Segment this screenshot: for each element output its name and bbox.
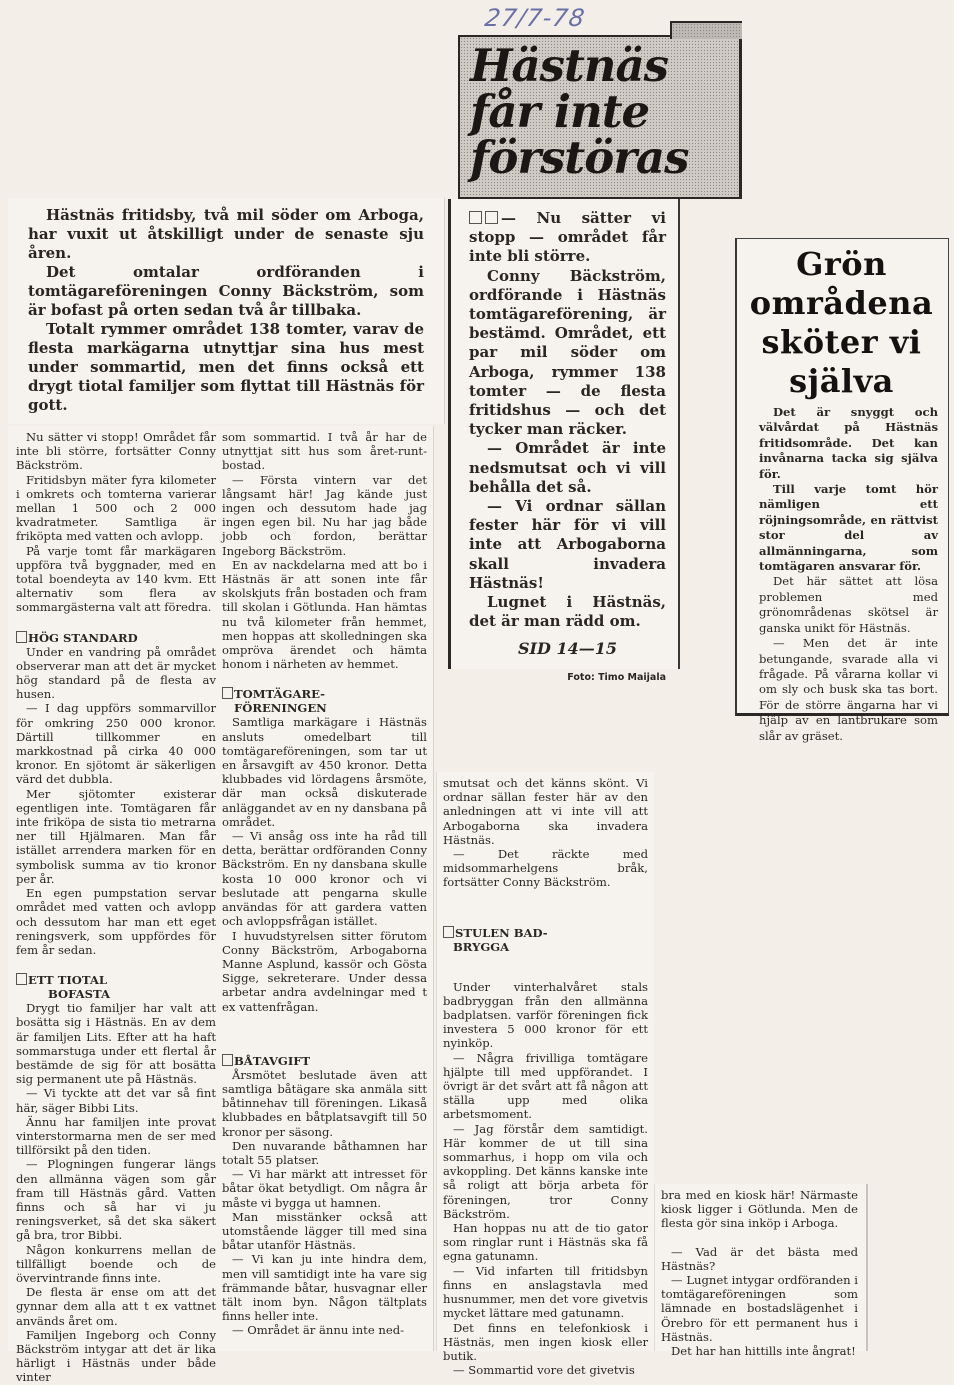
headline (460, 37, 739, 184)
body-paragraph: smutsat och det känns skönt. Vi ordnar sällan fester här av den anledningen att vi inte vill att Arbogaborna ska invadera Hästnäs. (443, 776, 648, 847)
square-bullet-icon (469, 211, 482, 224)
body-paragraph: — Jag förstår dem samtidigt. Här kommer de ut till sina sommarhus, i hopp om vila och avkoppling. Det känns kanske inte så roligt att börja arbeta för föreningen, tror Conny Bäckström. (443, 1121, 648, 1221)
body-paragraph: Det har han hittills inte ångrat! (671, 1344, 856, 1359)
body-paragraph: Drygt tio familjer har valt att bosätta sig i Hästnäs. En av dem är familjen Lits. Efter att ha haft sommarstuga under ett flertal år bestämde de sig för att bosätta sig permanent ute på Hästnäs. (16, 1001, 216, 1087)
side-paragraph: Till varje tomt hör nämligen ett röjningsområde, en rättvist stor del av allmänningarna, som tomtägaren ansvarar för. (759, 482, 938, 574)
side-paragraph: Det är snyggt och välvårdat på Hästnäs fritidsområde. Det kan invånarna tacka sig själva för. (759, 405, 938, 481)
teaser-paragraph: — Nu sätter vi stopp — området får inte bli större. (469, 209, 666, 266)
square-bullet-icon (16, 631, 27, 643)
headline-line: förstöras (470, 131, 689, 184)
body-paragraph: som sommartid. I två år har de utnyttjat sitt hus som året-runt-bostad. (222, 430, 427, 473)
body-paragraph: — I dag uppförs sommarvillor för omkring 250 000 kronor. Därtill tillkommer en markkostnad på cirka 40 000 kronor. En sjötomt är säkerligen värd det dubbla. (16, 701, 216, 787)
subheading-stulen-badbrygga: STULEN BAD- BRYGGA (443, 926, 648, 954)
body-paragraph: Under en vandring på området observerar man att det är mycket hög standard på de flesta av husen. (16, 644, 216, 702)
handwritten-date: 27/7-78 (483, 4, 588, 32)
headline-box (458, 35, 742, 199)
subheading-tomtagareforeningen: TOMTÄGARE- FÖRENINGEN (222, 687, 427, 715)
teaser-paragraph: — Vi ordnar sällan fester här för vi vill inte att Arbogaborna skall invadera Hästnäs! (469, 497, 666, 592)
body-paragraph: Samtliga markägare i Hästnäs ansluts omedelbart till tomtägareföreningen, som tar ut en årsavgift av 450 kronor. Detta klubbades vid lördagens årsmöte, där man också diskuterade anläggandet av en ny dansbana på området. (222, 715, 427, 829)
side-paragraph: Det här sättet att lösa problemen med grönområdenas skötsel är ganska unikt för Hästnäs. (759, 574, 938, 635)
lead-article (8, 198, 445, 424)
page-reference: SID 14—15 (517, 639, 617, 659)
article-column-3 (436, 772, 654, 1378)
body-paragraph: Årsmötet beslutade även att samtliga båtägare ska anmäla sitt båtinnehav till föreningen. Likaså klubbades en båtplatsavgift till 50 kronor per säsong. (222, 1067, 427, 1139)
article-column-1 (8, 426, 220, 1385)
body-paragraph: — Vi har märkt att intresset för båtar ökat betydligt. Om några år måste vi bygga ut hamnen. (222, 1167, 427, 1210)
lead-paragraph: Hästnäs fritidsby, två mil söder om Arboga, har vuxit ut åtskilligt under de senaste sju åren. (28, 206, 424, 262)
body-paragraph: Någon konkurrens mellan de tillfälligt boende och de övervintrande finns inte. (16, 1242, 216, 1285)
body-paragraph: — Några frivilliga tomtägare hjälpte till med uppförandet. I övrigt är det svårt att få någon att ställa upp med olika arbetsmoment. (443, 1050, 648, 1122)
body-paragraph: Man misstänker också att utomstående lägger till med sina båtar utanför Hästnäs. (222, 1209, 427, 1253)
subheading-hog-standard: HÖG STANDARD (16, 631, 216, 645)
square-bullet-icon (222, 687, 233, 699)
body-paragraph: Nu sätter vi stopp! Området får inte bli större, fortsätter Conny Bäckström. (16, 430, 216, 473)
body-paragraph: Fritidsbyn mäter fyra kilometer i omkrets och tomterna varierar mellan 1 500 och 2 000 kvadratmeter. Samtliga är friköpta med vatten och avlopp. (16, 472, 216, 544)
body-paragraph: — Vid infarten till fritidsbyn finns en anslagstavla med husnummer, men det vore givetvis mycket lättare med gatunamn. (443, 1263, 648, 1321)
body-paragraph: Familjen Ingeborg och Conny Bäckström intygar att det är lika härligt i Hästnäs under både vinter (16, 1327, 216, 1385)
square-bullet-icon (222, 1054, 233, 1066)
body-paragraph: — Första vintern var det långsamt här! Jag kände just ingen och dessutom hade jag ingen egen bil. Nu har jag både jobb och fordon, berättar Ingeborg Bäckström. (222, 472, 427, 558)
body-paragraph: Det finns en telefonkiosk i Hästnäs, men ingen kiosk eller butik. (443, 1320, 648, 1363)
body-paragraph: Mer sjötomter existerar egentligen inte. Tomtägaren får inte friköpa de sista tio metrarna ner till Hjälmaren. Man får istället arrendera marken för en symbolisk summa av tio kronor per år. (16, 786, 216, 886)
side-paragraph: — Men det är inte betungande, svarade alla vi frågade. På vårarna kollar vi om sly och busk ska tas bort. För de större ängarna har vi hjälp av en lantbrukare som slår av gräset. (759, 636, 938, 743)
body-paragraph: En egen pumpstation servar området med vatten och avlopp och dessutom har man ett eget reningsverk, som uppfördes för fem år sedan. (16, 886, 216, 957)
body-paragraph: bra med en kiosk här! Närmaste kiosk ligger i Götlunda. Men de flesta gör sina inköp i Arboga. (661, 1188, 858, 1231)
body-paragraph: — Plogningen fungerar längs den allmänna vägen som går fram till Hästnäs gård. Vatten finns och så har vi ju reningsverket, så det ska säkert gå bra, tror Bibbi. (16, 1157, 216, 1243)
square-bullet-icon (443, 926, 454, 938)
lead-paragraph: Totalt rymmer området 138 tomter, varav de flesta markägarna utnyttjar sina hus mest under sommartid, men det finns också ett drygt tiotal familjer som flyttat till Hästnäs för gott. (28, 320, 424, 414)
headline-line: Hästnäs (470, 39, 669, 92)
square-bullet-icon (485, 211, 498, 224)
subheading-ett-tiotal-bofasta: ETT TIOTAL BOFASTA (16, 973, 216, 1001)
body-paragraph: En av nackdelarna med att bo i Hästnäs är att sonen inte får skolskjuts från bostaden och fram till skolan i Götlunda. Han hämtas nu två kilometer från hemmet, men hoppas att skolledningen ska ompröva ärendet och hämta honom i närheten av hemmet. (222, 557, 427, 672)
body-paragraph: — Sommartid vore det givetvis (453, 1363, 635, 1378)
body-paragraph: På varje tomt får markägaren uppföra två byggnader, med en total boendeyta av 140 kvm. Ett alternativ som flera av sommargästerna valt att föredra. (16, 543, 216, 615)
teaser-paragraph: Conny Bäckström, ordförande i Hästnäs tomtägareförening, är bestämd. Området, ett par mil söder om Arboga, rymmer 138 tomter — de flesta fritidshus — och det tycker man räcker. (469, 266, 666, 439)
photo-credit: Foto: Timo Maijala (567, 672, 666, 684)
lead-paragraph: Det omtalar ordföranden i tomtägareföreningen Conny Bäckström, som är bofast på orten sedan två år tillbaka. (28, 263, 424, 319)
body-paragraph: — Vi kan ju inte hindra dem, men vill samtidigt inte ha vare sig främmande båtar, husvagnar eller tält inom byn. Någon tältplats finns heller inte. (222, 1252, 427, 1324)
subheading-batavgift: BÅTAVGIFT (222, 1054, 427, 1068)
body-paragraph: — Vi tyckte att det var så fint här, säger Bibbi Lits. (16, 1086, 216, 1115)
body-paragraph: Han hoppas nu att de tio gator som ringlar runt i Hästnäs ska få egna gatunamn. (443, 1221, 648, 1264)
body-paragraph: — Lugnet intygar ordföranden i tomtägareföreningen som lämnade en bostadslägenhet i Örebro för ett permanent hus i Hästnäs. (661, 1273, 858, 1344)
article-column-2 (218, 426, 434, 1351)
body-paragraph: Ännu har familjen inte provat vinterstormarna men de ser med tillförsikt på den tiden. (16, 1114, 216, 1158)
teaser-article (448, 199, 680, 684)
body-paragraph: Den nuvarande båthamnen har totalt 55 platser. (222, 1138, 427, 1167)
square-bullet-icon (16, 973, 27, 985)
teaser-paragraph: Lugnet i Hästnäs, det är man rädd om. (469, 593, 666, 631)
side-article (735, 238, 949, 743)
body-paragraph: — Det räckte med midsommarhelgens bråk, fortsätter Conny Bäckström. (443, 847, 648, 890)
body-paragraph: De flesta är ense om att det gynnar dem alla att t ex vattnet används året om. (16, 1285, 216, 1328)
body-paragraph: — Vi ansåg oss inte ha råd till detta, berättar ordföranden Conny Bäckström. En ny dansbana skulle kosta 10 000 kronor och vi beslutade att pengarna skulle användas för att gardera vatten och avloppsfrågan istället. (222, 829, 427, 929)
body-paragraph: I huvudstyrelsen sitter förutom Conny Bäckström, Arbogaborna Manne Asplund, kassör och Gösta Sigge, sekreterare. Under dessa arbetar andra avdelningar med t ex vattenfrågan. (222, 928, 427, 1014)
side-article-title: Grön områdena sköter vi själva (749, 245, 934, 400)
body-paragraph: Under vinterhalvåret stals badbryggan från den allmänna badplatsen. varför föreningen fick investera 5 000 kronor för ett nyinköp. (443, 979, 648, 1051)
teaser-paragraph: — Området är inte nedsmutsat och vi vill behålla det så. (469, 439, 666, 496)
article-column-4 (654, 1184, 868, 1359)
body-paragraph: — Vad är det bästa med Hästnäs? (661, 1244, 858, 1273)
headline-tab-decoration (670, 21, 742, 39)
body-paragraph: — Området är ännu inte ned- (232, 1323, 405, 1338)
headline-line: får inte (470, 85, 650, 138)
